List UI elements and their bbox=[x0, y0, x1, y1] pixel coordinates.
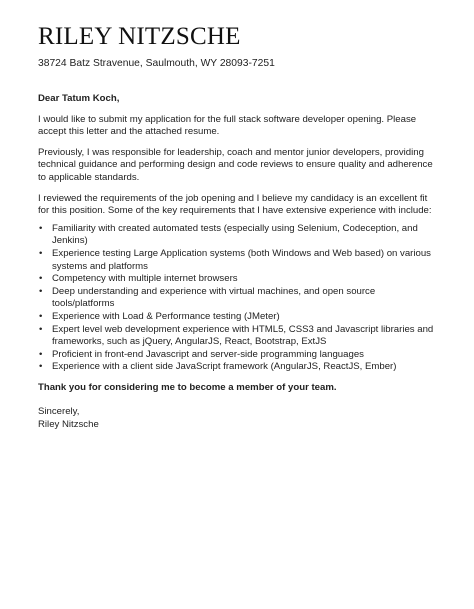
list-item bbox=[38, 273, 438, 286]
bullet-icon: • bbox=[39, 323, 43, 335]
bullet-icon: • bbox=[39, 348, 43, 360]
list-item bbox=[38, 349, 438, 362]
paragraph-requirements-intro: I reviewed the requirements of the job opening and I believe my candidacy is an excellent fit for this position. Some of the key requirements that I have extensive experience with include: bbox=[38, 192, 432, 217]
list-item bbox=[38, 248, 438, 273]
list-item bbox=[38, 361, 438, 374]
bullet-icon: • bbox=[39, 222, 43, 234]
salutation: Dear Tatum Koch, bbox=[38, 93, 120, 104]
applicant-address: 38724 Batz Stravenue, Saulmouth, WY 28093-7251 bbox=[38, 58, 275, 69]
closing-statement: Thank you for considering me to become a member of your team. bbox=[38, 381, 337, 393]
requirements-list bbox=[38, 223, 438, 374]
list-item-text: Experience testing Large Application systems (both Windows and Web based) on various systems and platforms bbox=[52, 247, 431, 272]
bullet-icon: • bbox=[39, 310, 43, 322]
bullet-icon: • bbox=[39, 285, 43, 297]
paragraph-experience: Previously, I was responsible for leadership, coach and mentor junior developers, providing technical guidance and performing design and code reviews to ensure quality and adherence to applicable standards. bbox=[38, 146, 433, 183]
list-item-text: Experience with a client side JavaScript framework (AngularJS, ReactJS, Ember) bbox=[52, 361, 397, 373]
list-item bbox=[38, 286, 438, 311]
signature-name: Riley Nitzsche bbox=[38, 419, 99, 431]
list-item-text: Familiarity with created automated tests (especially using Selenium, Codeception, and Jenkins) bbox=[52, 222, 418, 247]
list-item-text: Proficient in front-end Javascript and server-side programming languages bbox=[52, 348, 364, 360]
cover-letter bbox=[38, 22, 438, 432]
list-item-text: Deep understanding and experience with virtual machines, and open source tools/platforms bbox=[52, 285, 376, 310]
list-item-text: Expert level web development experience with HTML5, CSS3 and Javascript libraries and frameworks, such as jQuery, AngularJS, React, Bootstrap, ExtJS bbox=[52, 323, 434, 348]
valediction: Sincerely, bbox=[38, 406, 80, 418]
bullet-icon: • bbox=[39, 247, 43, 259]
list-item bbox=[38, 311, 438, 324]
list-item bbox=[38, 324, 438, 349]
paragraph-intro: I would like to submit my application for the full stack software developer opening. Please accept this letter and the attached resume. bbox=[38, 113, 417, 138]
list-item-text: Competency with multiple internet browsers bbox=[52, 273, 238, 285]
bullet-icon: • bbox=[39, 273, 43, 285]
letter-body bbox=[38, 93, 438, 432]
list-item bbox=[38, 223, 438, 248]
applicant-name: RILEY NITZSCHE bbox=[38, 23, 241, 50]
bullet-icon: • bbox=[39, 361, 43, 373]
list-item-text: Experience with Load & Performance testing (JMeter) bbox=[52, 310, 280, 322]
